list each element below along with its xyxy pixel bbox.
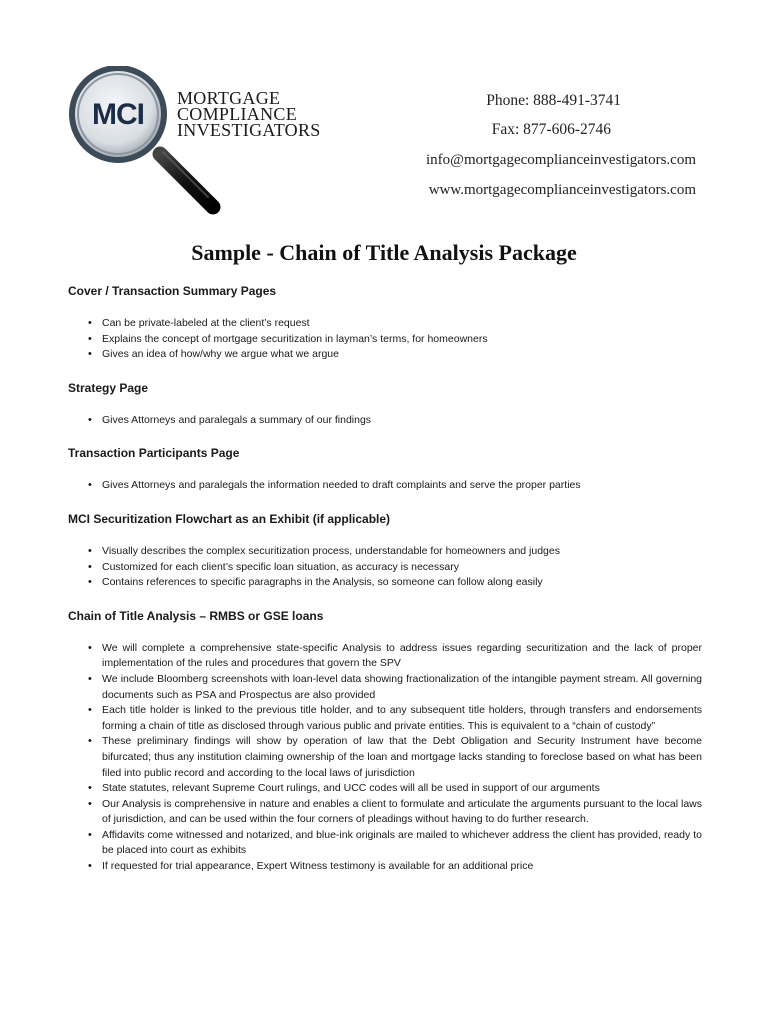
logo-line-2: COMPLIANCE [177, 104, 298, 124]
website-url[interactable]: www.mortgagecomplianceinvestigators.com [428, 182, 696, 198]
phone-number: Phone: 888-491-3741 [486, 92, 621, 109]
bullet-list [68, 544, 702, 591]
email-address[interactable]: info@mortgagecomplianceinvestigators.com [426, 152, 696, 168]
section-heading: Cover / Transaction Summary Pages [68, 284, 277, 298]
bullet-item: • Visually describes the complex securitization process, understandable for homeowners and judges [68, 544, 702, 560]
bullet-item: • Gives Attorneys and paralegals a summary of our findings [68, 413, 702, 429]
bullet-item: • Each title holder is linked to the previous title holder, and to any subsequent title holders, through transfers and endorsements forming a chain of title as disclosed through various public and private entities. This is equivalent to a “chain of custody” [68, 703, 702, 734]
section-heading: Strategy Page [68, 380, 149, 395]
bullet-item: • If requested for trial appearance, Expert Witness testimony is available for an additional price [68, 859, 702, 875]
section-transaction-participants [68, 446, 702, 494]
bullet-item: • These preliminary findings will show by operation of law that the Debt Obligation and Security Instrument have become bifurcated; thus any institution claiming ownership of the loan and mortgage lacks standing to foreclose based on what has been filed into public record and according to the local laws of jurisdiction [68, 734, 702, 781]
bullet-item: • Explains the concept of mortgage securitization in layman’s terms, for homeowners [68, 332, 702, 348]
section-heading: Transaction Participants Page [68, 446, 240, 461]
section-heading: Chain of Title Analysis – RMBS or GSE loans [68, 608, 324, 623]
bullet-item: • Our Analysis is comprehensive in nature and enables a client to formulate and articulate the arguments pursuant to the local laws of jurisdiction, and can be used within the four corners of pleadings without having to do further research. [68, 797, 702, 828]
bullet-list [68, 641, 702, 875]
fax-number: Fax: 877-606-2746 [491, 121, 611, 138]
sections-container [68, 284, 702, 893]
bullet-item: • Can be private-labeled at the client’s request [68, 316, 702, 332]
section-heading: MCI Securitization Flowchart as an Exhibit (if applicable) [68, 511, 391, 526]
bullet-item: • Gives Attorneys and paralegals the information needed to draft complaints and serve the proper parties [68, 478, 702, 494]
section-securitization-flowchart [68, 512, 702, 591]
logo-line-3: INVESTIGATORS [177, 120, 321, 140]
section-strategy-page [68, 381, 702, 429]
bullet-item: • Gives an idea of how/why we argue what we argue [68, 347, 702, 363]
bullet-item: • We include Bloomberg screenshots with loan-level data showing fractionalization of the intangible payment stream. All governing documents such as PSA and Prospectus are also provided [68, 672, 702, 703]
bullet-list [68, 478, 702, 494]
bullet-item: • Affidavits come witnessed and notarized, and blue-ink originals are mailed to whichever address the client has provided, ready to be placed into court as exhibits [68, 828, 702, 859]
section-chain-of-title-analysis [68, 609, 702, 875]
document-title: Sample - Chain of Title Analysis Package [191, 240, 577, 265]
bullet-list [68, 413, 702, 429]
bullet-list [68, 316, 702, 363]
bullet-item: • Customized for each client’s specific loan situation, as accuracy is necessary [68, 560, 702, 576]
bullet-item: • Contains references to specific paragraphs in the Analysis, so someone can follow along easily [68, 575, 702, 591]
logo-initials: MCI [92, 98, 144, 131]
bullet-item: • State statutes, relevant Supreme Court rulings, and UCC codes will all be used in support of our arguments [68, 781, 702, 797]
logo-line-1: MORTGAGE [177, 88, 281, 108]
section-cover-transaction-summary [68, 284, 702, 363]
bullet-item: • We will complete a comprehensive state-specific Analysis to address issues regarding securitization and the lack of proper implementation of the rules and procedures that govern the SPV [68, 641, 702, 672]
